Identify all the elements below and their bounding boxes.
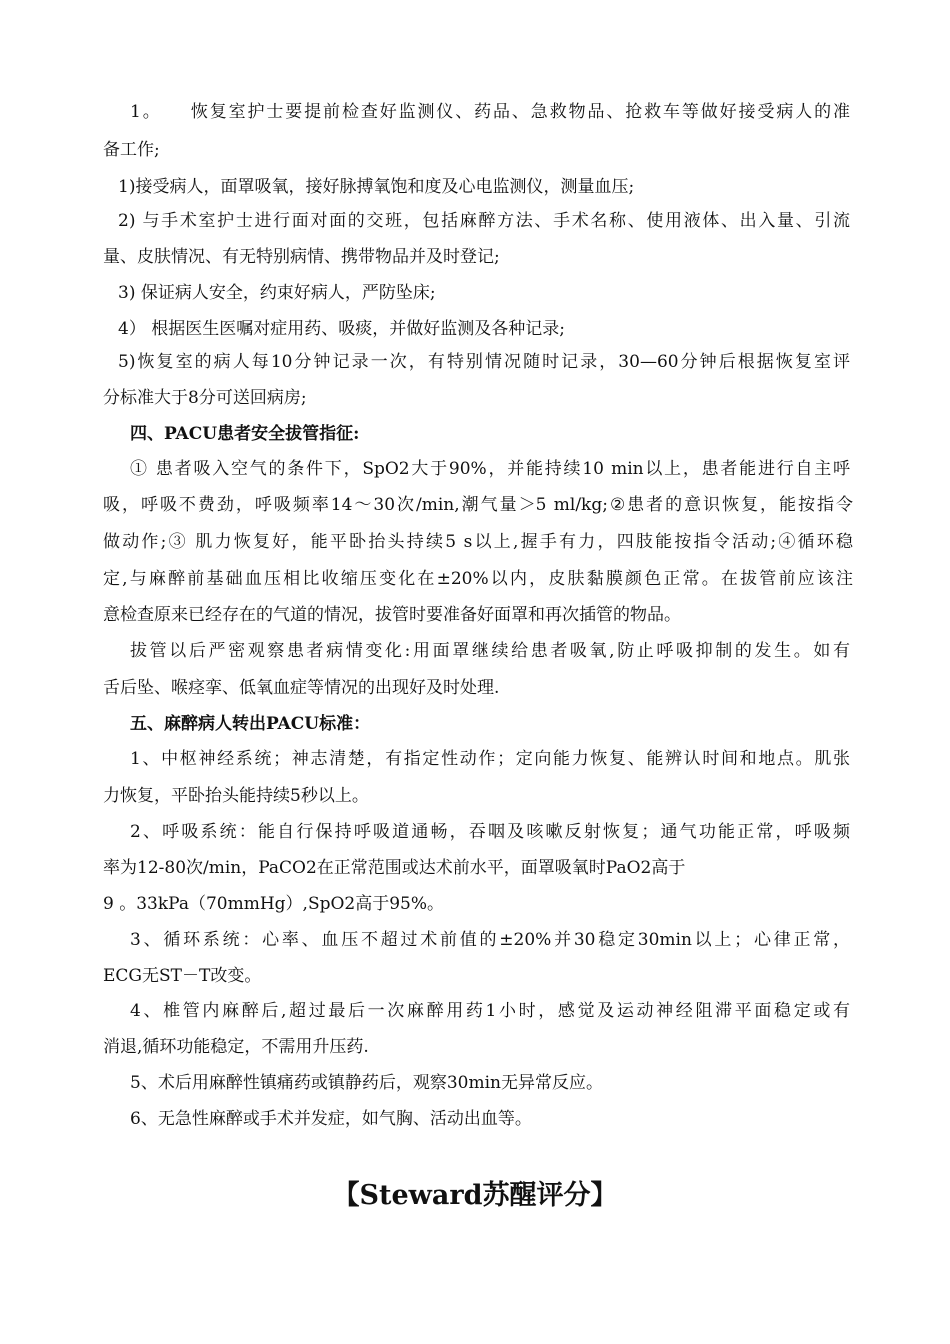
text-line: 1、中枢神经系统；神志清楚，有指定性动作；定向能力恢复、能辨认时间和地点。肌张 [130, 749, 850, 769]
text-line: 9 。33kPa（70mmHg）,SpO2高于95%。 [103, 894, 445, 914]
text-line: 量、皮肤情况、有无特别病情、携带物品并及时登记; [103, 247, 500, 267]
text-line: 3) 保证病人安全，约束好病人，严防坠床; [118, 283, 436, 303]
text-line: 备工作; [103, 140, 160, 160]
text-line: 2、呼吸系统：能自行保持呼吸道通畅，吞咽及咳嗽反射恢复；通气功能正常，呼吸频 [130, 822, 850, 842]
text-line: 吸，呼吸不费劲，呼吸频率14～30次/min,潮气量＞5 ml/kg;②患者的意识恢复，能按指令 [103, 495, 853, 515]
text-line: 拔管以后严密观察患者病情变化:用面罩继续给患者吸氧,防止呼吸抑制的发生。如有 [130, 641, 850, 661]
text-line: 力恢复，平卧抬头能持续5秒以上。 [103, 786, 369, 806]
text-line: 4） 根据医生医嘱对症用药、吸痰，并做好监测及各种记录; [118, 319, 565, 339]
text-line: ECG无ST－T改变。 [103, 966, 262, 986]
text-line: ① 患者吸入空气的条件下，SpO2大于90%，并能持续10 min以上，患者能进行自主呼 [130, 459, 850, 479]
text-line: 1)接受病人，面罩吸氧，接好脉搏氧饱和度及心电监测仪，测量血压; [118, 177, 635, 197]
text-line: 定,与麻醉前基础血压相比收缩压变化在±20%以内，皮肤黏膜颜色正常。在拔管前应该注 [103, 569, 853, 589]
text-line: 做动作;③ 肌力恢复好，能平卧抬头持续5 s以上,握手有力，四肢能按指令活动;④循环稳 [103, 532, 853, 552]
text-line: 5)恢复室的病人每10分钟记录一次，有特别情况随时记录，30—60分钟后根据恢复室评 [118, 352, 850, 372]
text-line: 6、无急性麻醉或手术并发症，如气胸、活动出血等。 [130, 1109, 532, 1129]
section-heading: 五、麻醉病人转出PACU标准： [130, 714, 371, 734]
text-line: 5、术后用麻醉性镇痛药或镇静药后，观察30min无异常反应。 [130, 1073, 603, 1093]
text-line: 分标准大于8分可送回病房; [103, 388, 307, 408]
text-line: 意检查原来已经存在的气道的情况，拔管时要准备好面罩和再次插管的物品。 [103, 605, 681, 625]
text-line: 1。 恢复室护士要提前检查好监测仪、药品、急救物品、抢救车等做好接受病人的准 [130, 102, 850, 122]
text-line: 舌后坠、喉痉挛、低氧血症等情况的出现好及时处理. [103, 678, 500, 698]
text-line: 率为12-80次/min，PaCO2在正常范围或达术前水平，面罩吸氧时PaO2高于 [103, 858, 686, 878]
page-title: 【Steward苏醒评分】 [332, 1180, 618, 1211]
text-line: 3、循环系统：心率、血压不超过术前值的±20%并30稳定30min以上；心律正常， [130, 930, 850, 950]
text-line: 4、椎管内麻醉后,超过最后一次麻醉用药1小时，感觉及运动神经阻滞平面稳定或有 [130, 1001, 850, 1021]
text-line: 消退,循环功能稳定，不需用升压药. [103, 1037, 369, 1057]
section-heading: 四、PACU患者安全拔管指征: [130, 424, 360, 444]
text-line: 2) 与手术室护士进行面对面的交班，包括麻醉方法、手术名称、使用液体、出入量、引流 [118, 211, 850, 231]
